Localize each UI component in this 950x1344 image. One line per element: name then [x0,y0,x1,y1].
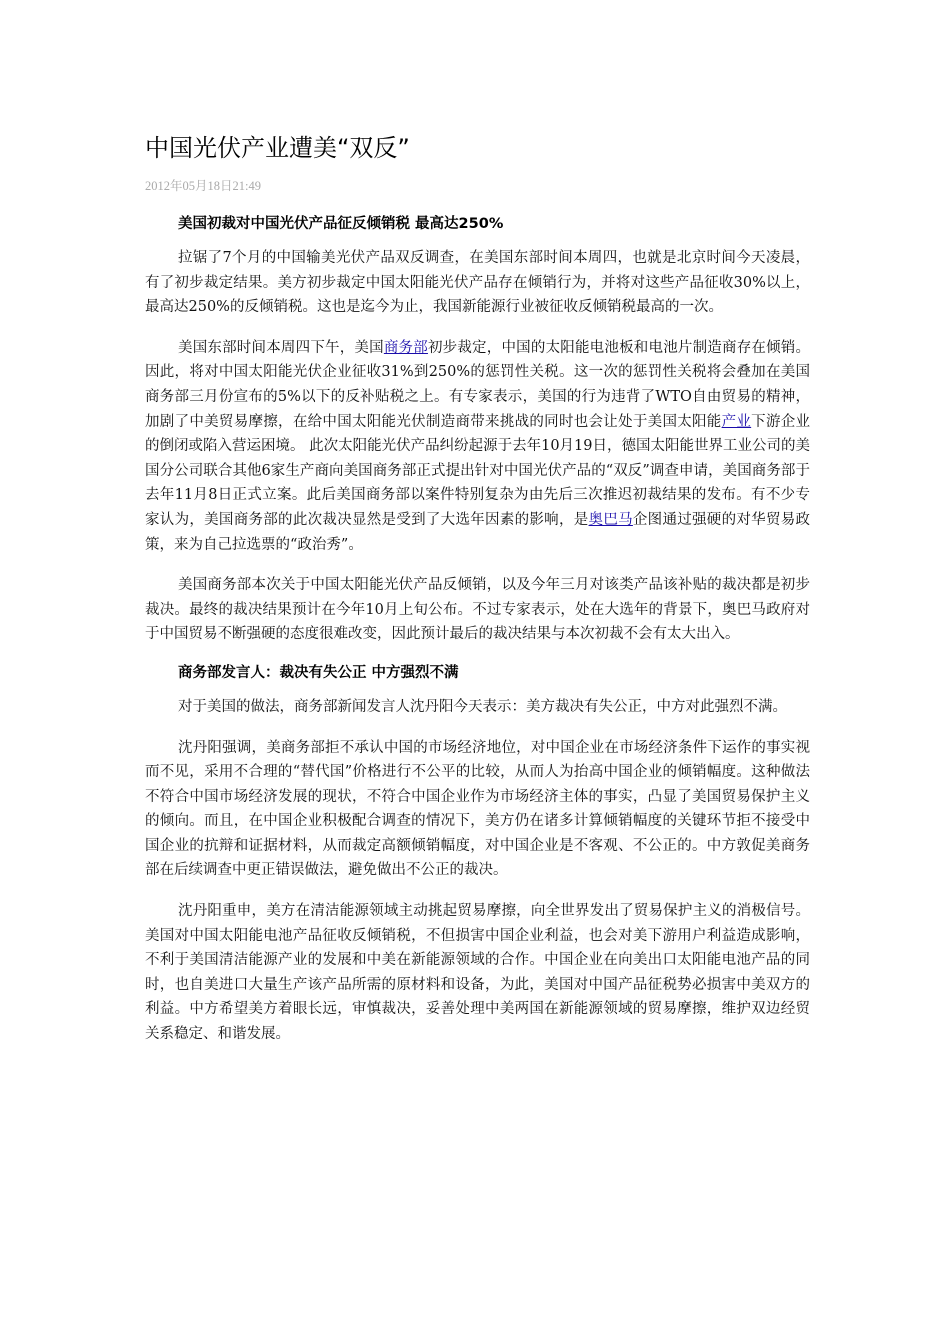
paragraph-1: 拉锯了7个月的中国输美光伏产品双反调查，在美国东部时间本周四，也就是北京时间今天凌晨，有了初步裁定结果。美方初步裁定中国太阳能光伏产品存在倾销行为，并将对这些产品征收30%以上，最高达250%的反倾销税。这也是迄今为止，我国新能源行业被征收反倾销税最高的一次。 [145,250,810,316]
paragraph-2-part-b: 初步裁定，中国的太阳能电池板和电池片制造商存在倾销。因此，将对中国太阳能光伏企业征收31%到250%的惩罚性关税。这一次的惩罚性关税将会叠加在美国商务部三月份宣布的5%以下的反补贴税之上。有专家表示，美国的行为违背了WTO自由贸易的精神，加剧了中美贸易摩擦，在给中国太阳能光伏制造商带来挑战的同时也会让处于美国太阳能 [145,339,811,430]
paragraph-4: 对于美国的做法，商务部新闻发言人沈丹阳今天表示：美方裁决有失公正，中方对此强烈不满。 [178,698,787,715]
paragraph-2 [145,336,810,557]
paragraph-2-part-a: 美国东部时间本周四下午，美国 [178,339,384,356]
link-industry[interactable]: 产业 [721,413,752,430]
section-heading-1: 美国初裁对中国光伏产品征反倾销税 最高达250% [178,216,504,232]
article-date: 2012年05月18日21:49 [145,179,261,193]
paragraph-6: 沈丹阳重申，美方在清洁能源领域主动挑起贸易摩擦，向全世界发出了贸易保护主义的消极信号。美国对中国太阳能电池产品征收反倾销税，不但损害中国企业利益，也会对美下游用户利益造成影响，不利于美国清洁能源产业的发展和中美在新能源领域的合作。中国企业在向美出口太阳能电池产品的同时，也自美进口大量生产该产品所需的原材料和设备，为此，美国对中国产品征税势必损害中美双方的利益。中方希望美方着眼长远，审慎裁决，妥善处理中美两国在新能源领域的贸易摩擦，维护双边经贸关系稳定、和谐发展。 [145,903,810,1043]
paragraph-5: 沈丹阳强调，美商务部拒不承认中国的市场经济地位，对中国企业在市场经济条件下运作的事实视而不见，采用不合理的“替代国”价格进行不公平的比较，从而人为抬高中国企业的倾销幅度。这种做法不符合中国市场经济发展的现状，不符合中国企业作为市场经济主体的事实，凸显了美国贸易保护主义的倾向。而且，在中国企业积极配合调查的情况下，美方仍在诸多计算倾销幅度的关键环节拒不接受中国企业的抗辩和证据材料，从而裁定高额倾销幅度，对中国企业是不客观、不公正的。中方敦促美商务部在后续调查中更正错误做法，避免做出不公正的裁决。 [145,739,810,879]
link-commerce-department[interactable]: 商务部 [383,339,428,356]
article-title: 中国光伏产业遭美“双反” [145,134,410,162]
paragraph-2-part-d: 企图通过强硬的对华贸易政策，来为自己拉选票的“政治秀”。 [145,511,811,553]
paragraph-3: 美国商务部本次关于中国太阳能光伏产品反倾销，以及今年三月对该类产品该补贴的裁决都是初步裁决。最终的裁决结果预计在今年10月上旬公布。不过专家表示，处在大选年的背景下，奥巴马政府对于中国贸易不断强硬的态度很难改变，因此预计最后的裁决结果与本次初裁不会有太大出入。 [145,577,810,643]
paragraph-2-part-c: 下游企业的倒闭或陷入营运困境。 此次太阳能光伏产品纠纷起源于去年10月19日，德国太阳能世界工业公司的美国分公司联合其他6家生产商向美国商务部正式提出针对中国光伏产品的“双反”调查申请，美国商务部于去年11月8日正式立案。此后美国商务部以案件特别复杂为由先后三次推迟初裁结果的发布。有不少专家认为，美国商务部的此次裁决显然是受到了大选年因素的影响，是 [145,413,811,528]
article [145,130,810,1047]
link-obama[interactable]: 奥巴马 [588,511,633,528]
section-heading-2: 商务部发言人：裁决有失公正 中方强烈不满 [178,664,459,681]
